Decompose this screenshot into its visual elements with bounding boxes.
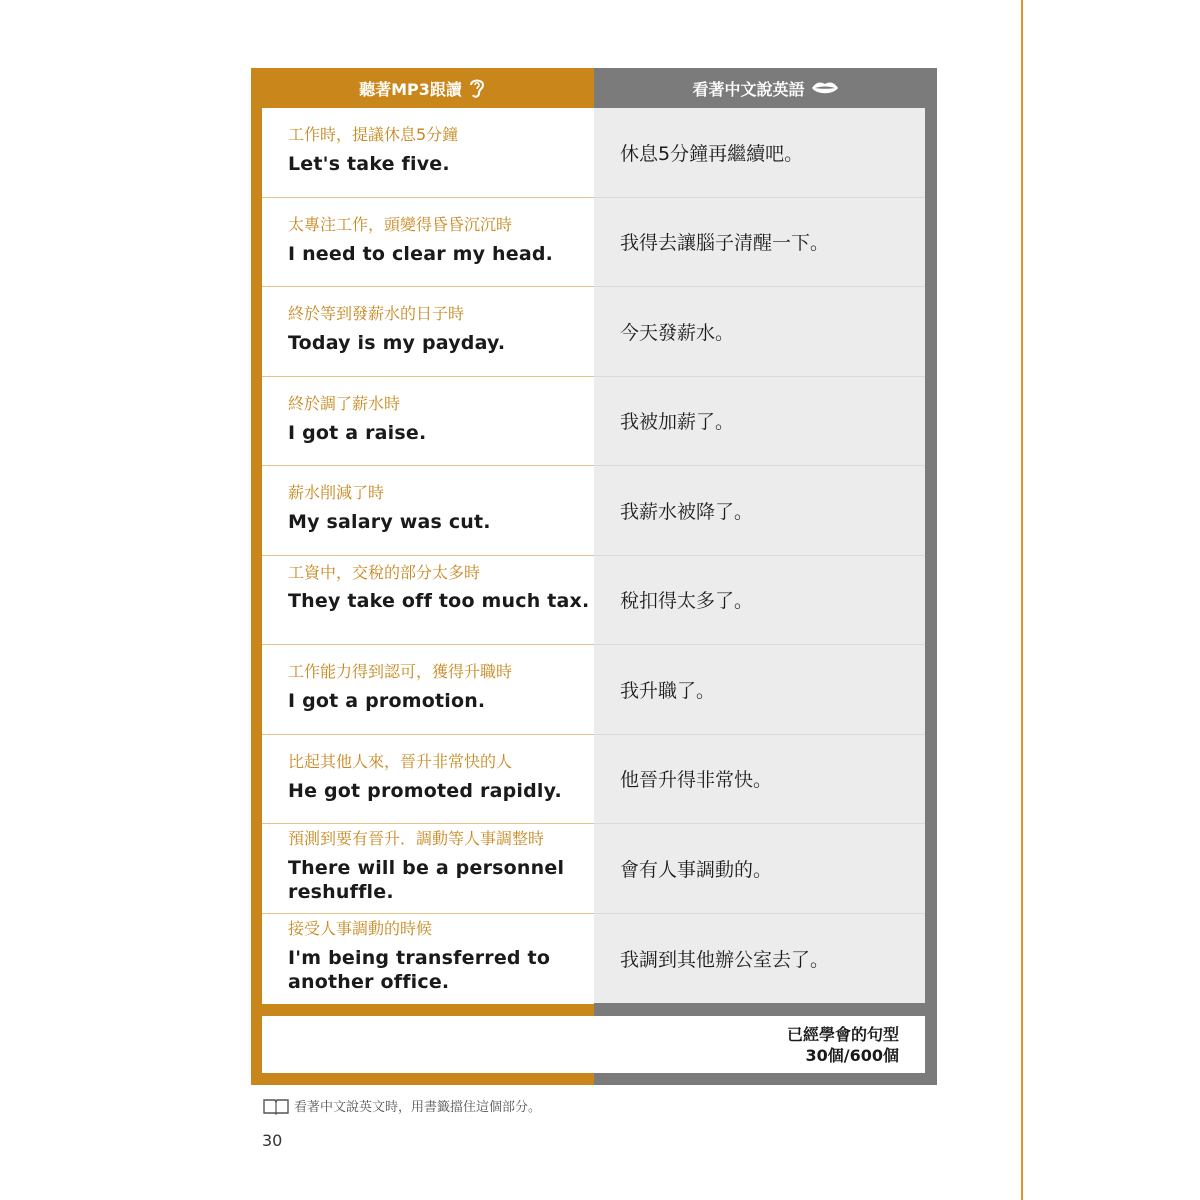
english-phrase: They take off too much tax.: [288, 589, 590, 612]
listen-cell: [262, 287, 594, 377]
note-text: 看著中文說英文時，用書籤擋住這個部分。: [294, 1100, 542, 1115]
context-cue: 工作能力得到認可，獲得升職時: [288, 662, 513, 681]
phrase-table: [251, 68, 937, 1085]
english-phrase: Today is my payday.: [288, 332, 506, 354]
context-cue: 終於等到發薪水的日子時: [288, 304, 465, 323]
learned-label: 已經學會的句型: [786, 1025, 899, 1044]
phrase-row: [262, 735, 925, 825]
phrase-rows: [262, 108, 925, 1003]
chinese-translation: 我升職了。: [620, 679, 716, 702]
listen-cell: [262, 198, 594, 288]
listen-cell: [262, 377, 594, 467]
listen-cell: [262, 914, 594, 1005]
english-phrase: There will be a personnel reshuffle.: [288, 857, 565, 903]
english-phrase: I got a raise.: [288, 421, 427, 444]
progress-box: [262, 1016, 925, 1073]
header-speak: [594, 68, 937, 108]
chinese-translation: 我得去讓腦子清醒一下。: [620, 232, 830, 255]
context-cue: 薪水削減了時: [288, 483, 385, 502]
chinese-translation: 我薪水被降了。: [620, 500, 754, 523]
phrase-row: [262, 198, 925, 288]
chinese-translation: 他晉升得非常快。: [620, 769, 773, 792]
page-margin-line: [1021, 0, 1023, 1200]
header-listen-label: 聽著MP3跟讀: [359, 79, 462, 99]
speak-cell: [594, 198, 925, 287]
speak-cell: [594, 377, 925, 466]
chinese-translation: 我被加薪了。: [620, 411, 735, 434]
phrase-row: [262, 645, 925, 735]
english-phrase: I'm being transferred to another office.: [288, 946, 551, 993]
listen-cell: [262, 645, 594, 735]
english-phrase: Let's take five.: [288, 153, 450, 175]
chinese-translation: 我調到其他辦公室去了。: [620, 948, 830, 971]
chinese-translation: 會有人事調動的。: [620, 858, 773, 881]
speak-cell: [594, 735, 925, 824]
lips-icon: [811, 80, 839, 96]
header-listen: [251, 68, 594, 108]
english-phrase: He got promoted rapidly.: [288, 779, 562, 802]
phrase-row: [262, 377, 925, 467]
phrase-row: [262, 108, 925, 198]
speak-cell: [594, 824, 925, 913]
listen-cell: [262, 556, 594, 646]
bookmark-note: [262, 1096, 541, 1115]
listen-cell: [262, 466, 594, 556]
speak-cell: [594, 556, 925, 645]
context-cue: 比起其他人來，晉升非常快的人: [288, 751, 513, 771]
english-phrase: My salary was cut.: [288, 511, 491, 533]
speak-cell: [594, 914, 925, 1004]
listen-cell: [262, 824, 594, 914]
context-cue: 工作時，提議休息5分鐘: [288, 125, 459, 144]
listen-cell: [262, 735, 594, 825]
chinese-translation: 今天發薪水。: [620, 321, 735, 344]
learned-counter: [787, 1024, 899, 1066]
chinese-translation: 休息5分鐘再繼續吧。: [620, 142, 804, 165]
context-cue: 終於調了薪水時: [288, 393, 401, 413]
speak-cell: [594, 466, 925, 555]
phrase-row: [262, 914, 925, 1004]
ear-icon: [468, 76, 486, 100]
speak-cell: [594, 645, 925, 734]
context-cue: 接受人事調動的時候: [288, 918, 433, 938]
context-cue: 預測到要有晉升．調動等人事調整時: [288, 829, 545, 848]
speak-cell: [594, 287, 925, 376]
listen-cell: [262, 108, 594, 198]
speak-cell: [594, 108, 925, 197]
header-speak-label: 看著中文說英語: [692, 79, 805, 99]
table-header: [251, 68, 937, 108]
english-phrase: I need to clear my head.: [288, 242, 554, 265]
context-cue: 太專注工作，頭變得昏昏沉沉時: [288, 214, 513, 234]
english-phrase: I got a promotion.: [288, 690, 486, 712]
phrase-row: [262, 556, 925, 646]
book-icon: [262, 1097, 290, 1115]
phrase-row: [262, 466, 925, 556]
phrase-row: [262, 287, 925, 377]
phrase-row: [262, 824, 925, 914]
context-cue: 工資中，交稅的部分太多時: [288, 562, 481, 582]
learned-count: 30個/600個: [805, 1046, 899, 1065]
chinese-translation: 稅扣得太多了。: [620, 590, 754, 613]
page-number: 30: [262, 1131, 283, 1150]
